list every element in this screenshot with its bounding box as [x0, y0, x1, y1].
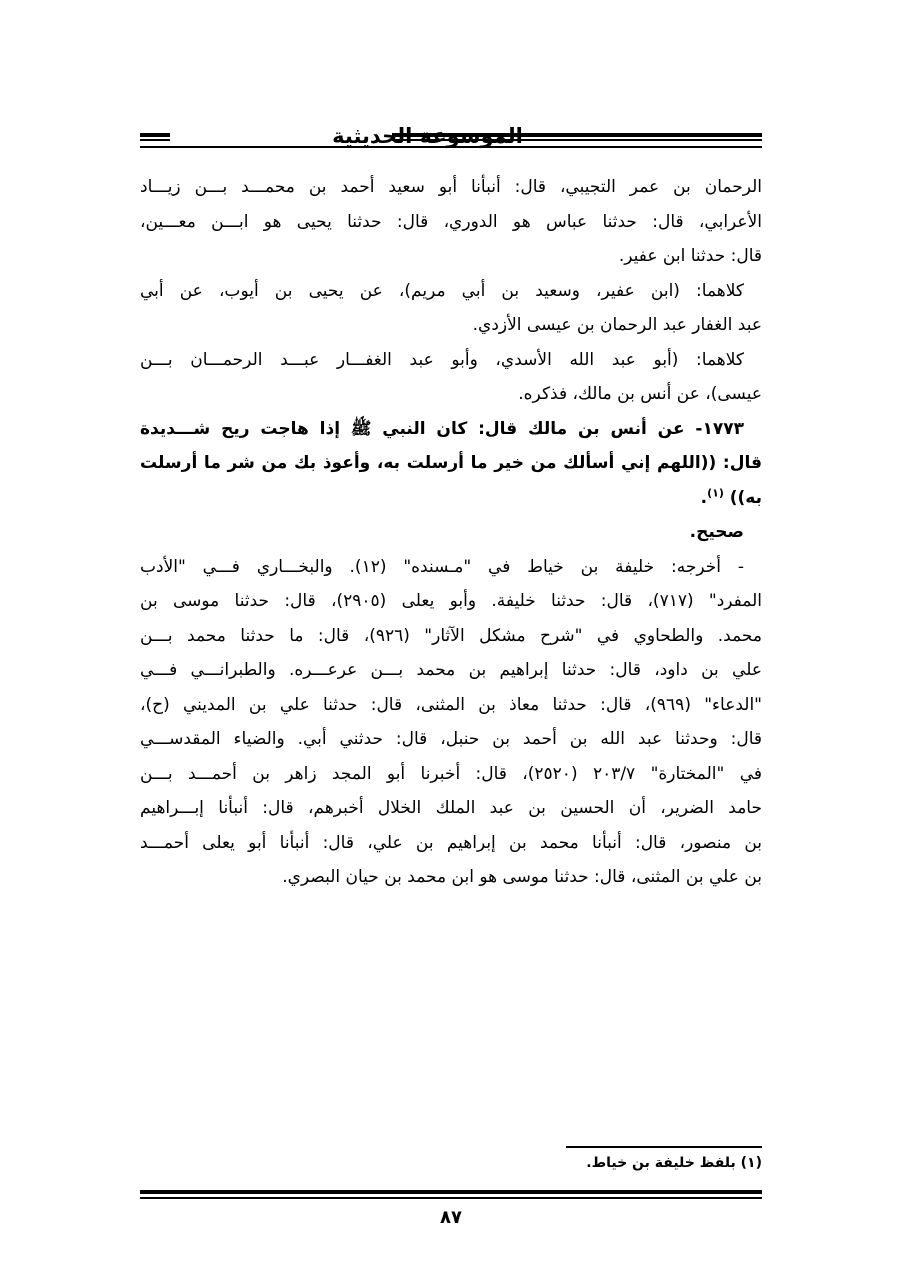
page-body	[140, 170, 762, 895]
footnote: (١) بلفظ خليفة بن خياط.	[586, 1155, 762, 1171]
text-line: "الدعاء" (٩٦٩)، قال: حدثنا معاذ بن المثنى، قال: حدثنا علي بن المديني (ح)،	[140, 694, 762, 715]
text-line: كلاهما: (أبو عبد الله الأسدي، وأبو عبد الغفـــار عبـــد الرحمـــان بـــن	[140, 349, 744, 370]
grading-line: صحيح.	[689, 522, 744, 542]
header-rule-left-thin	[140, 139, 170, 141]
hadith-line: قال: ((اللهم إني أسألك من خير ما أرسلت به، وأعوذ بك من شر ما أرسلت	[140, 453, 762, 473]
text-line: عبد الغفار عبد الرحمان بن عيسى الأزدي.	[472, 315, 762, 335]
text-line: بن علي بن المثنى، قال: حدثنا موسى هو ابن محمد بن حيان البصري.	[282, 867, 762, 887]
text-line: حامد الضرير، أن الحسين بن عبد الملك الخلال أخبرهم، قال: أنبأنا إبـــراهيم	[140, 798, 762, 818]
text-line: علي بن داود، قال: حدثنا إبراهيم بن محمد بـــن عرعـــره. والطبرانـــي فـــي	[140, 660, 762, 680]
document-page	[140, 0, 762, 1273]
page-header	[140, 118, 762, 162]
text-line: عيسى)، عن أنس بن مالك، فذكره.	[518, 384, 762, 404]
text-line: الأعرابي، قال: حدثنا عباس هو الدوري، قال: حدثنا يحيى هو ابـــن معـــين،	[140, 211, 762, 232]
text-line: في "المختارة" ٢٠٣/٧ (٢٥٢٠)، قال: أخبرنا أبو المجد زاهر بن أحمـــد بـــن	[140, 763, 762, 784]
text-line: - أخرجه: خليفة بن خياط في "مـسنده" (١٢). والبخـــاري فـــي "الأدب	[140, 556, 744, 577]
header-rule-left-thick	[140, 133, 170, 137]
hadith-text-end: به))	[729, 487, 762, 508]
text-line: بن منصور، قال: أنبأنا محمد بن إبراهيم بن علي، قال: أنبأنا أبو يعلى أحمـــد	[140, 832, 762, 853]
text-line: محمد. والطحاوي في "شرح مشكل الآثار" (٩٢٦)، قال: ما حدثنا محمد بـــن	[140, 625, 762, 646]
page-number: ٨٧	[440, 1207, 462, 1228]
hadith-line-end	[140, 481, 762, 516]
text-line: كلاهما: (ابن عفير، وسعيد بن أبي مريم)، عن يحيى بن أيوب، عن أبي	[140, 280, 744, 301]
text-line: قال: حدثنا ابن عفير.	[618, 246, 762, 266]
running-header-title: الموسوعة الحديثية	[332, 124, 523, 148]
text-line: المفرد" (٧١٧)، قال: حدثنا خليفة. وأبو يعلى (٢٩٠٥)، قال: حدثنا موسى بن	[140, 591, 763, 611]
footer-rule-thick	[140, 1190, 762, 1194]
footer-rule-thin	[140, 1197, 762, 1199]
text-line: الرحمان بن عمر التجيبي، قال: أنبأنا أبو سعيد أحمد بن محمـــد بـــن زيـــاد	[140, 177, 762, 197]
hadith-line: ١٧٧٣- عن أنس بن مالك قال: كان النبي ﷺ إذا هاجت ريح شـــديدة	[140, 418, 744, 439]
footnote-separator	[566, 1146, 762, 1148]
text-line: قال: وحدثنا عبد الله بن أحمد بن حنبل، قال: حدثني أبي. والضياء المقدســـي	[140, 729, 762, 749]
hadith-period: .	[700, 487, 708, 508]
footnote-reference: (١)	[707, 485, 724, 499]
